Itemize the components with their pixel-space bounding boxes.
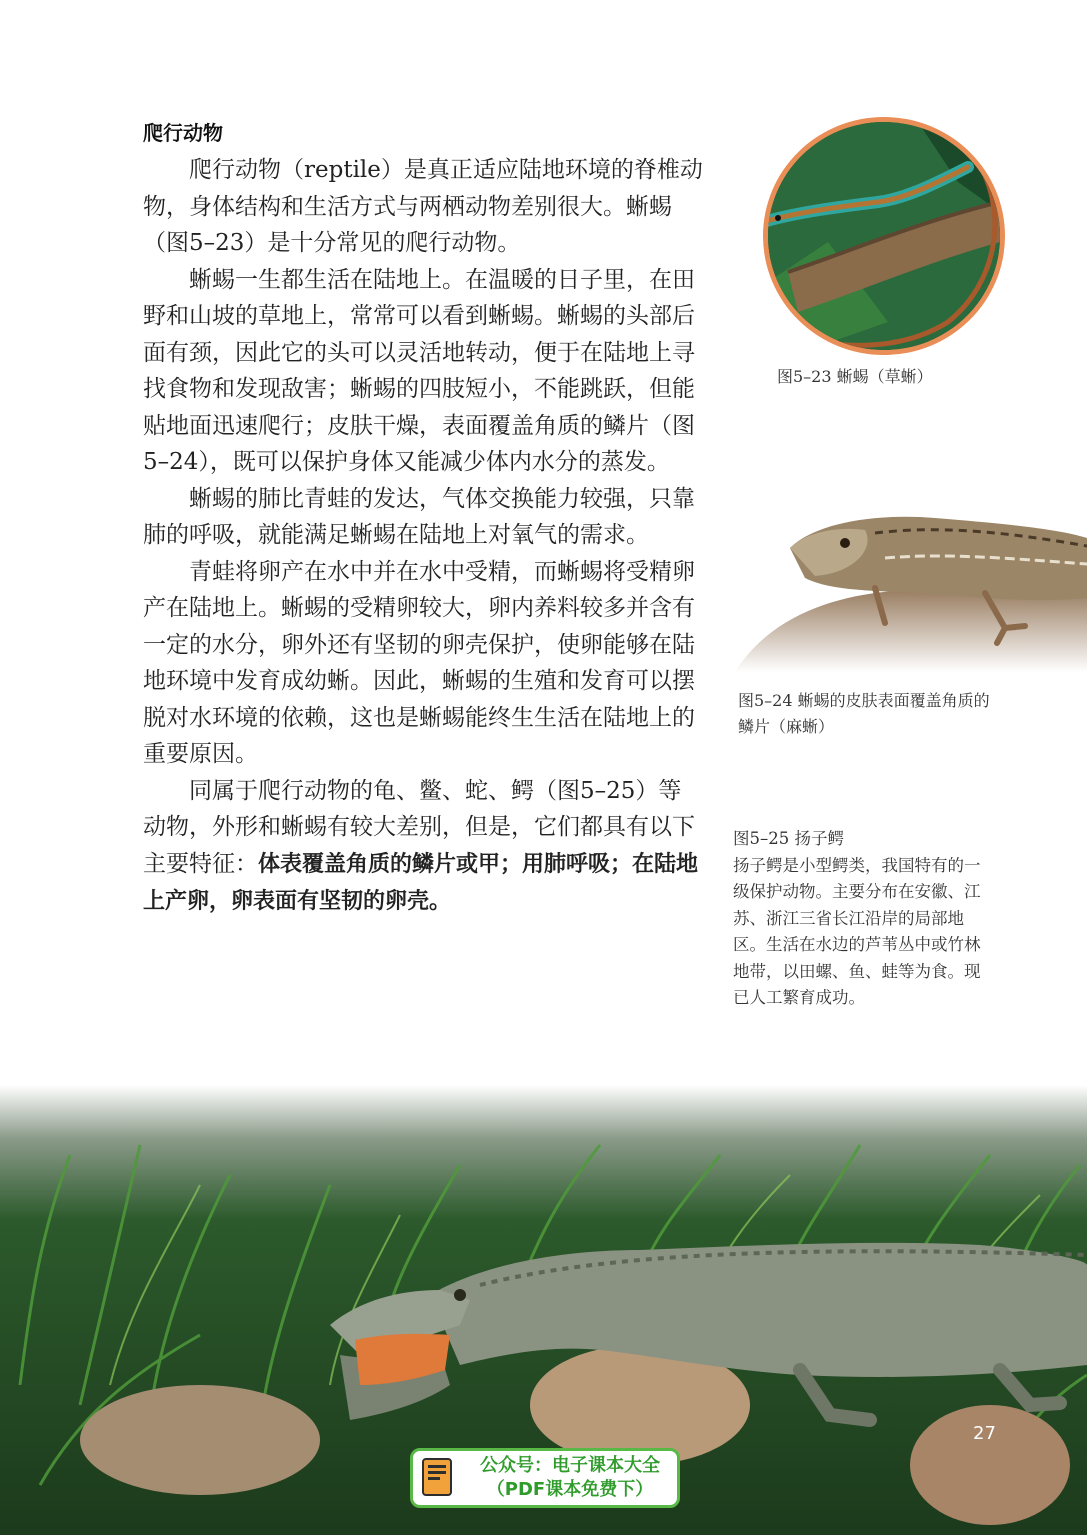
racerunner-lizard-illustration bbox=[735, 498, 1087, 672]
watermark-line-1: 公众号：电子课本大全 bbox=[480, 1455, 660, 1476]
grass-lizard-illustration bbox=[768, 122, 1000, 350]
paragraph-summary bbox=[143, 773, 703, 921]
lizard-photo-circle bbox=[763, 117, 1005, 355]
figure-caption-5-24: 图5–24 蜥蜴的皮肤表面覆盖角质的鳞片（麻蜥） bbox=[738, 691, 990, 736]
lizard-skin-photo bbox=[735, 498, 1087, 672]
paragraph: 青蛙将卵产在水中并在水中受精，而蜥蜴将受精卵产在陆地上。蜥蜴的受精卵较大，卵内养料较多并含有一定的水分，卵外还有坚韧的卵壳保护，使卵能够在陆地环境中发育成幼蜥。因此，蜥蜴的生殖和发育可以摆脱对水环境的依赖，这也是蜥蜴能终生生活在陆地上的重要原因。 bbox=[143, 558, 695, 767]
book-icon bbox=[421, 1457, 455, 1499]
main-text bbox=[143, 152, 703, 921]
figure-caption-5-23: 图5–23 蜥蜴（草蜥） bbox=[777, 367, 933, 386]
figure-5-25-title: 图5–25 扬子鳄 bbox=[733, 829, 844, 848]
watermark-badge bbox=[410, 1448, 680, 1508]
section-heading: 爬行动物 bbox=[143, 121, 223, 145]
summary-text: 同属于爬行动物的龟、鳖、蛇、鳄（图5–25）等动物，外形和蜥蜴有较大差别，但是，它们都具有以下主要特征： bbox=[143, 777, 695, 877]
paragraph: 爬行动物（reptile）是真正适应陆地环境的脊椎动物，身体结构和生活方式与两栖动物差别很大。蜥蜴（图5–23）是十分常见的爬行动物。 bbox=[143, 157, 703, 256]
paragraph: 蜥蜴一生都生活在陆地上。在温暖的日子里，在田野和山坡的草地上，常常可以看到蜥蜴。蜥蜴的头部后面有颈，因此它的头可以灵活地转动，便于在陆地上寻找食物和发现敌害；蜥蜴的四肢短小，不能跳跃，但能贴地面迅速爬行；皮肤干燥，表面覆盖角质的鳞片（图5–24），既可以保护身体又能减少体内水分的蒸发。 bbox=[143, 266, 695, 475]
figure-5-25-description: 扬子鳄是小型鳄类，我国特有的一级保护动物。主要分布在安徽、江苏、浙江三省长江沿岸的局部地区。生活在水边的芦苇丛中或竹林地带，以田螺、鱼、蛙等为食。现已人工繁育成功。 bbox=[733, 855, 981, 1007]
paragraph: 蜥蜴的肺比青蛙的发达，气体交换能力较强，只靠肺的呼吸，就能满足蜥蜴在陆地上对氧气的需求。 bbox=[143, 485, 695, 548]
figure-caption-5-25 bbox=[733, 826, 995, 1012]
page-number: 27 bbox=[973, 1423, 996, 1444]
key-features-text: 体表覆盖角质的鳞片或甲；用肺呼吸；在陆地上产卵，卵表面有坚韧的卵壳。 bbox=[143, 851, 699, 914]
watermark-line-2: （PDF课本免费下） bbox=[486, 1479, 654, 1500]
